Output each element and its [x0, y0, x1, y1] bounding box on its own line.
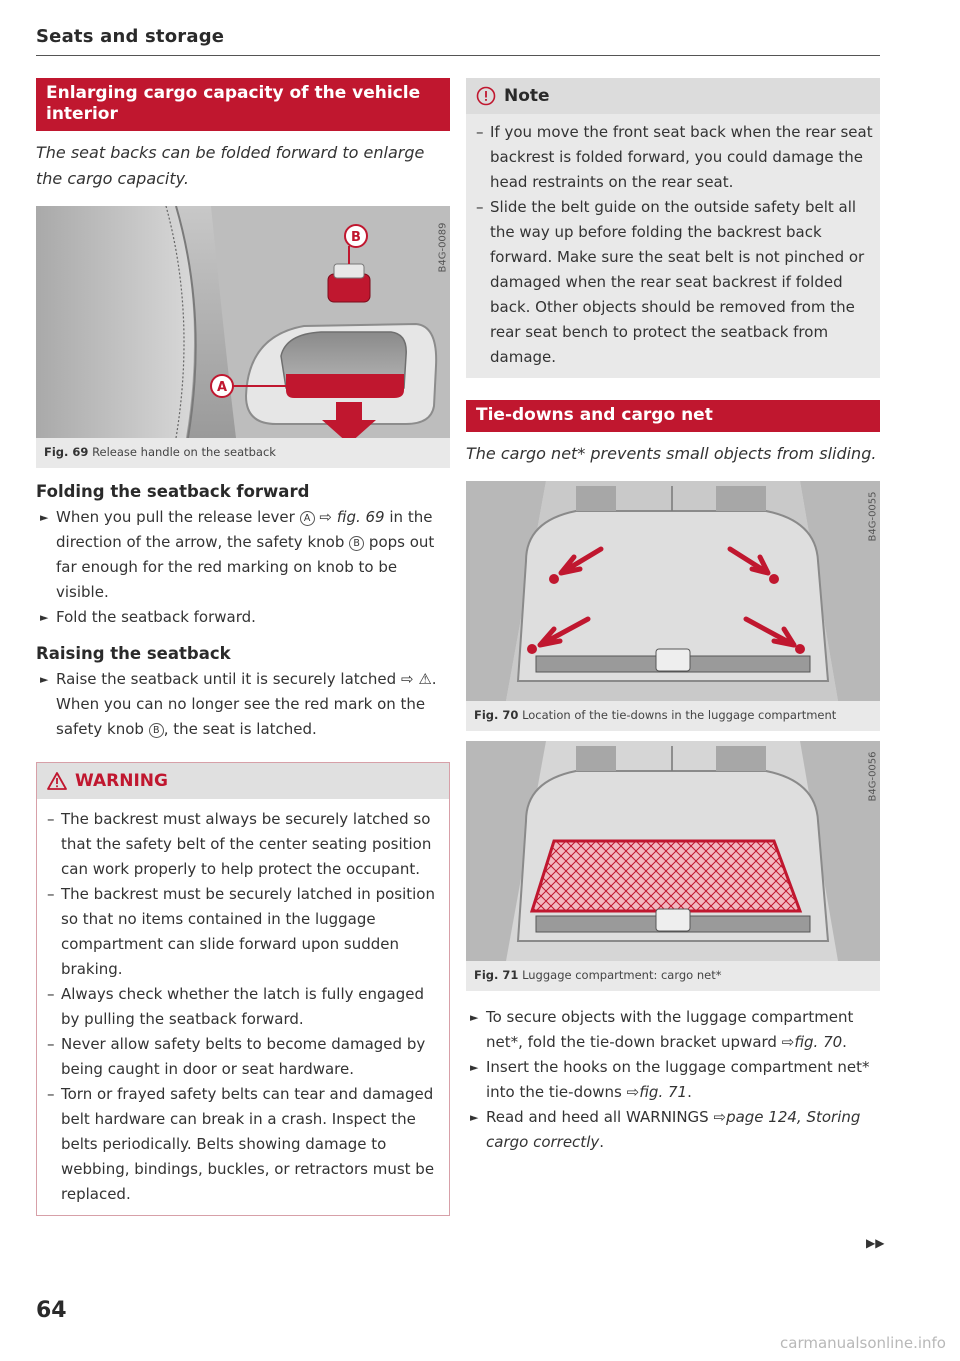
list-item: ► When you pull the release lever A ⇨ fig. 69 in the direction of the arrow, the safety knob B pops out far enough for the red marking on knob to be visible. [36, 505, 450, 605]
list-item: ► To secure objects with the luggage compartment net*, fold the tie-down bracket upward ⇨fig. 70. [466, 1005, 880, 1055]
page-link[interactable]: page 124, Storing cargo correctly [486, 1108, 861, 1151]
warning-title: WARNING [75, 771, 168, 791]
instruction-list [466, 1005, 880, 1155]
left-column [36, 78, 450, 1216]
arrow-ref-icon: ⇨ [713, 1108, 727, 1126]
intro-text: The cargo net* prevents small objects from sliding. [466, 444, 877, 463]
list-item: ► Insert the hooks on the luggage compartment net* into the tie-downs ⇨fig. 71. [466, 1055, 880, 1105]
luggage-compartment-illustration [466, 481, 880, 701]
continue-arrow-icon: ▶▶ [866, 1236, 885, 1250]
right-column [466, 78, 880, 1155]
bullet-arrow-icon: ► [40, 611, 49, 624]
bullet-arrow-icon: ► [40, 673, 49, 686]
figure-caption [36, 438, 450, 468]
header-title: Seats and storage [36, 26, 225, 47]
circled-b-icon: B [149, 723, 164, 738]
warning-item: – The backrest must always be securely latched so that the safety belt of the center seating position can work properly to help protect the occupant. [47, 810, 432, 878]
warning-item: – Torn or frayed safety belts can tear and damaged belt hardware can break in a crash. Inspect the belts periodically. Belts showing damage to webbing, bindings, buckles, or retractors must be replaced. [47, 1085, 435, 1203]
bullet-arrow-icon: ► [40, 511, 49, 524]
note-body [466, 114, 880, 378]
warning-item: – Always check whether the latch is fully engaged by pulling the seatback forward. [47, 985, 424, 1028]
warning-box [36, 762, 450, 1216]
arrow-ref-icon: ⇨ [400, 670, 414, 688]
caption-number: Fig. 69 [44, 445, 89, 459]
figure-link[interactable]: fig. 70 [794, 1033, 843, 1051]
subheading-folding: Folding the seatback forward [36, 482, 310, 501]
caption-text: Luggage compartment: cargo net* [522, 968, 722, 982]
arrow-ref-icon: ⇨ [626, 1083, 640, 1101]
figure-code: B4G-0089 [437, 222, 449, 273]
note-box [466, 78, 880, 378]
list-item: ► Raise the seatback until it is securely latched ⇨ ⚠. When you can no longer see the red mark on the safety knob B , the seat is latched. [36, 667, 450, 742]
subheading-raising: Raising the seatback [36, 644, 231, 663]
bullet-arrow-icon: ► [470, 1061, 479, 1074]
cargo-net-illustration [466, 741, 880, 961]
section-title-tie-downs: Tie-downs and cargo net [466, 400, 880, 432]
page-header [36, 26, 880, 56]
intro-text: The seat backs can be folded forward to enlarge the cargo capacity. [36, 143, 425, 188]
figure-caption [466, 701, 880, 731]
caption-number: Fig. 70 [474, 708, 519, 722]
figure-caption [466, 961, 880, 991]
circled-a-icon: A [300, 511, 315, 526]
warning-triangle-icon [47, 772, 67, 790]
warning-body [37, 799, 449, 1215]
callout-b: B [351, 230, 361, 245]
caption-text: Location of the tie-downs in the luggage compartment [522, 708, 837, 722]
note-item: – If you move the front seat back when the rear seat backrest is folded forward, you could damage the head restraints on the rear seat. [476, 123, 873, 191]
figure-link[interactable]: fig. 69 [336, 508, 385, 526]
bullet-arrow-icon: ► [470, 1111, 479, 1124]
caption-number: Fig. 71 [474, 968, 519, 982]
figure-code: B4G-0055 [867, 491, 879, 542]
note-header [466, 78, 880, 114]
circled-b-icon: B [349, 536, 364, 551]
note-item: – Slide the belt guide on the outside safety belt all the way up before folding the backrest back forward. Make sure the seat belt is not pinched or damaged when the rear seat backrest if folded back. Other objects should be removed from the rear seat bench to protect the seatback from damage. [476, 198, 865, 366]
warning-item: – The backrest must be securely latched in position so that no items contained in the luggage compartment can slide forward upon sudden braking. [47, 885, 435, 978]
list-item: ► Read and heed all WARNINGS ⇨page 124, Storing cargo correctly. [466, 1105, 880, 1155]
seatback-illustration [36, 206, 450, 438]
figure-71 [466, 741, 880, 991]
bullet-arrow-icon: ► [470, 1011, 479, 1024]
figure-69 [36, 206, 450, 468]
arrow-ref-icon: ⇨ [319, 508, 332, 526]
section-title-cargo-capacity: Enlarging cargo capacity of the vehicle interior [36, 78, 450, 131]
page-number: 64 [36, 1298, 67, 1323]
figure-code: B4G-0056 [867, 751, 879, 802]
watermark: carmanualsonline.info [780, 1334, 946, 1352]
warning-header [37, 763, 449, 799]
warning-item: – Never allow safety belts to become damaged by being caught in door or seat hardware. [47, 1035, 426, 1078]
info-circle-icon [476, 86, 496, 106]
note-title: Note [504, 86, 550, 106]
arrow-ref-icon: ⇨ [781, 1033, 795, 1051]
list-item: ► Fold the seatback forward. [36, 605, 450, 630]
callout-a: A [216, 380, 228, 395]
caption-text: Release handle on the seatback [92, 445, 276, 459]
warning-triangle-icon[interactable]: ⚠ [418, 670, 432, 688]
figure-70 [466, 481, 880, 731]
figure-link[interactable]: fig. 71 [639, 1083, 688, 1101]
